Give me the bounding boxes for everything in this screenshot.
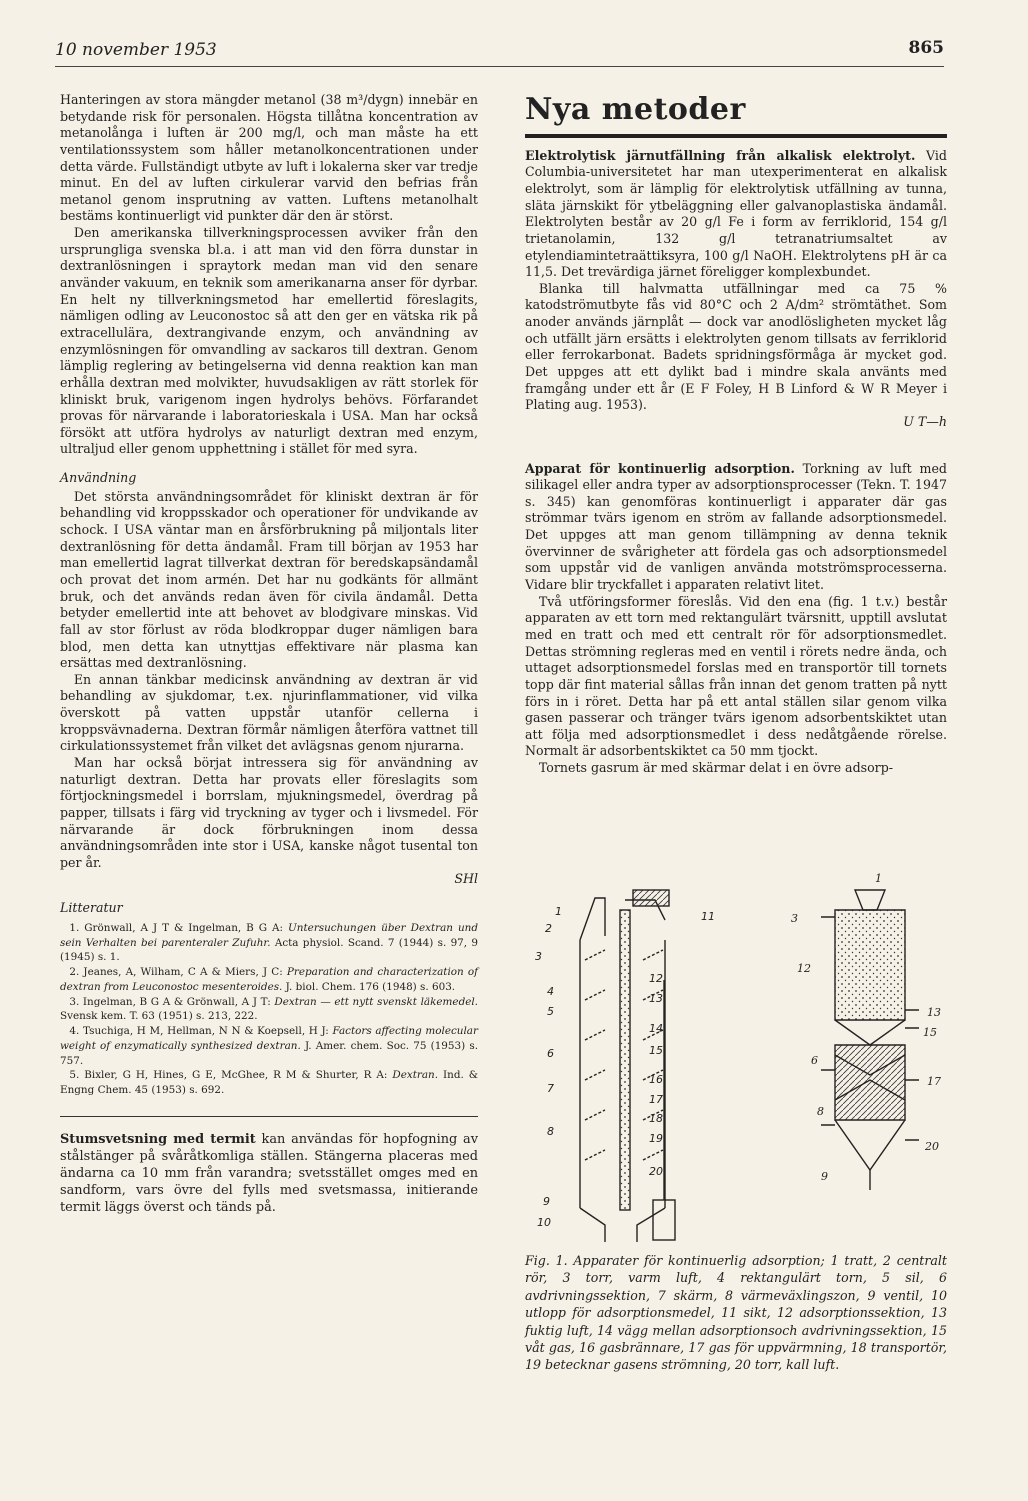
figure-label: 2: [545, 922, 552, 935]
section-title-rule: [525, 134, 947, 138]
left-apparatus: [580, 890, 675, 1242]
paragraph: Tornets gasrum är med skärmar delat i en övre adsorp-: [538, 760, 894, 776]
figure-label: 9: [543, 1195, 550, 1208]
figure-label: 12: [649, 972, 663, 985]
section-divider: [60, 1116, 478, 1117]
figure-label: 9: [821, 1170, 828, 1183]
stumsvetsning-article: Stumsvetsning med termit kan användas för hopfogning av stålstänger på svåråtkomliga ställen. Stängerna placeras med ändarna ca 10 mm från varandra; svetsstället omges med en sandform, vars övre del fylls med svetsmassa, initierande termit läggs överst och tänds på.: [60, 1131, 478, 1216]
figure-label: 6: [811, 1054, 818, 1067]
right-column: [525, 92, 947, 777]
paragraph: Två utföringsformer föreslås. Vid den ena (fig. 1 t.v.) består apparaten av ett torn med rektangulärt tvärsnitt, upptill avslutat med en tratt och med ett centralt rör för adsorptionsmedlet. Dettas strömning regleras med en ventil i rörets nedre ända, och uttaget adsorptionsmedel forslas med en transportör till tornets topp där fint material sållas från innan det genom tratten på nytt förs in i röret. Detta har på ett antal ställen silar genom vilka gasen passerar och tränger tvärs igenom adsorbentskiktet utan att följa med adsorptionsmedlet i dess nedåtgående rörelse. Normalt är adsorbentskiktet ca 50 mm tjockt.: [525, 593, 947, 759]
references: [60, 900, 478, 1098]
reference-item: 2. Jeanes, A, Wilham, C A & Miers, J C: Preparation and characterization of dextran from Leuconostoc mesenteroides. J. biol. Chem. 176 (1948) s. 603.: [60, 966, 479, 993]
reference-item: 1. Grönwall, A J T & Ingelman, B G A: Untersuchungen über Dextran und sein Verhalten bei parenteraler Zufuhr. Acta physiol. Scand. 7 (1944) s. 97, 9 (1945) s. 1.: [60, 921, 478, 964]
references-title: Litteratur: [60, 900, 123, 916]
figure-label: 7: [547, 1082, 554, 1095]
page-date: 10 november 1953: [55, 40, 217, 60]
adsorption-apparatus-figure: [525, 870, 947, 1250]
figure-label: 15: [649, 1044, 663, 1057]
figure-label: 16: [649, 1073, 663, 1086]
figure-label: 3: [791, 912, 798, 925]
reference-item: 3. Ingelman, B G A & Grönwall, A J T: Dextran — ett nytt svenskt läkemedel. Svensk kem. T. 63 (1951) s. 213, 222.: [60, 995, 478, 1023]
figure-label: 8: [817, 1105, 824, 1118]
figure-label: 1: [555, 905, 562, 918]
paragraph: Den amerikanska tillverkningsprocessen avviker från den ursprungliga svenska bl.a. i att man vid den förra dunstar in dextranlösningen i spraytork medan man vid den senare använder vakuum, en teknik som amerikanarna anser för dyrbar. En helt ny tillverkningsmetod har emellertid föreslagits, nämligen odling av Leuconostoc så att den ger en vätska rik på extracellulära, dextrangivande enzym, och användning av enzymlösningen för omvandling av sackaros till dextran. Genom lämplig reglering av betingelserna vid denna reaktion kan man erhålla dextran med molvikter, huvudsakligen av rätt storlek för kliniskt bruk, varigenom ingen hydrolys behövs. Förfarandet provas för närvarande i laboratorieskala i USA. Man har också försökt att utföra hydrolys av naturligt dextran med enzym, ultraljud eller genom upphettning i stället för med syra.: [60, 225, 478, 457]
figure-label: 12: [797, 962, 811, 975]
figure-label: 1: [875, 872, 882, 885]
figure-label: 19: [649, 1132, 663, 1145]
electrolytic-article: Elektrolytisk järnutfällning från alkalisk elektrolyt. Vid Columbia-universitetet har man utexperimenterat en alkalisk elektrolyt, som är lämplig för elektrolytisk utfällning av tunna, släta järnskikt för ytbeläggning eller galvanoplastiska ändamål. Elektrolyten består av 20 g/l Fe i form av ferriklorid, 154 g/l trietanolamin, 132 g/l tetranatriumsaltet av etylendiamintetraättiksyra, 100 g/l NaOH. Elektrolytens pH är ca 11,5. Det trevärdiga järnet föreligger komplexbundet.: [525, 147, 947, 280]
section-title: Nya metoder: [525, 92, 746, 127]
reference-item: 4. Tsuchiga, H M, Hellman, N N & Koepsell, H J: Factors affecting molecular weight of enzymatically synthesized dextran. J. Amer. chem. Soc. 75 (1953) s. 757.: [60, 1025, 478, 1067]
figure-label: 14: [649, 1022, 663, 1035]
figure-label: 8: [547, 1125, 554, 1138]
figure-label: 10: [537, 1216, 551, 1229]
page-number: 865: [908, 38, 944, 58]
right-apparatus: [821, 890, 919, 1190]
paragraph: Hanteringen av stora mängder metanol (38 m³/dygn) innebär en betydande risk för personalen. Högsta tillåtna koncentration av metanolånga i luften är 200 mg/l, och man måste ha ett ventilationssystem som håller metanolkoncentrationen under detta värde. Fullständigt utbyte av luft i lokalerna sker var tredje minut. En del av luften cirkulerar varvid den befrias från metanol genom insprutning av vatten. Luftens metanolhalt bestäms kontinuerligt vid punkter där den är störst.: [60, 92, 479, 224]
paragraph: En annan tänkbar medicinsk användning av dextran är vid behandling av sjukdomar, t.ex. njurinflammationer, vid vilka överskott på vatten uppstår utanför cellerna i kroppsvävnaderna. Dextran förmår nämligen återföra vattnet till cirkulationssystemet från vilket det avlägsnas genom njurarna.: [60, 671, 478, 754]
header-rule: [55, 66, 944, 67]
spacer: [525, 431, 947, 461]
paragraph: Det största användningsområdet för kliniskt dextran är för behandling vid kroppsskador och operationer för undvikande av schock. I USA väntar man en årsförbrukning på miljontals liter dextranlösning för detta ändamål. Fram till början av 1953 har man emellertid lagrat tillverkat dextran för beredskapsändamål och provat det inom armén. Det har nu godkänts för allmänt bruk, och det används redan även för civila ändamål. Detta betyder emellertid inte att behovet av blodgivare minskas. Vid fall av stor förlust av röda blodkroppar duger nämligen bara blod, men detta kan utnyttjas effektivare när plasma kan ersättas med dextranlösning.: [60, 488, 478, 671]
subheading-anvandning: Användning: [60, 470, 137, 486]
figure-caption: Fig. 1. Apparater för kontinuerlig adsorption; 1 tratt, 2 centralt rör, 3 torr, varm luft, 4 rektangulärt torn, 5 sil, 6 avdrivningssektion, 7 skärm, 8 värmeväxlingszon, 9 ventil, 10 utlopp för adsorptionsmedel, 11 sikt, 12 adsorptionssektion, 13 fuktig luft, 14 vägg mellan adsorptionsoch avdrivningssektion, 15 våt gas, 16 gasbrännare, 17 gas för uppvärmning, 18 transportör, 19 betecknar gasens strömning, 20 torr, kall luft.: [525, 1253, 947, 1373]
reference-item: 5. Bixler, G H, Hines, G E, McGhee, R M & Shurter, R A: Dextran. Ind. & Engng Chem. 45 (1953) s. 692.: [60, 1069, 478, 1097]
figure-label: 5: [547, 1005, 554, 1018]
figure-label: 6: [547, 1047, 554, 1060]
figure-label: 4: [547, 985, 554, 998]
author-signature: U T—h: [903, 413, 947, 429]
left-column: [60, 92, 478, 1216]
figure-label: 20: [649, 1165, 663, 1178]
paragraph: Blanka till halvmatta utfällningar med ca 75 % katodströmutbyte fås vid 80°C och 2 A/dm² strömtäthet. Som anoder används järnplåt — dock var anodlösligheten mycket låg och utfällt järn ersätts i elektrolyten genom tillsats av ferriklorid eller ferrokarbonat. Badets spridningsförmåga är mycket god. Det uppges att ett dylikt bad i mindre skala använts med framgång under ett år (E F Foley, H B Linford & W R Meyer i Plating aug. 1953).: [525, 280, 947, 413]
adsorption-article: Apparat för kontinuerlig adsorption. Torkning av luft med silikagel eller andra typer av adsorptionsprocesser (Tekn. T. 1947 s. 345) kan genomföras kontinuerligt i apparater där gas strömmar tvärs igenom en ström av fallande adsorptionsmedel. Det uppges att man genom tillämpning av denna teknik övervinner de svårigheter att fördela gas och adsorptionsmedel som uppstår vid de vanligen använda motströmsprocesserna. Vidare blir tryckfallet i apparaten relativt litet.: [525, 460, 947, 593]
figure-label: 11: [701, 910, 715, 923]
figure-label: 13: [927, 1006, 941, 1019]
figure-label: 13: [649, 992, 663, 1005]
figure-label: 15: [923, 1026, 937, 1039]
author-signature: SHl: [454, 871, 478, 887]
figure-label: 3: [535, 950, 542, 963]
figure-label: 17: [927, 1075, 941, 1088]
figure-label: 17: [649, 1093, 663, 1106]
paragraph: Man har också börjat intressera sig för användning av naturligt dextran. Detta har provats eller föreslagits som förtjockningsmedel i borrslam, mjukningsmedel, överdrag på papper, tillsats i färg vid tryckning av tyger och i livsmedel. För närvarande är dock förbrukningen inom dessa användningsområden inte stor i USA, kanske något tusental ton per år.: [60, 754, 478, 870]
figure-label: 20: [925, 1140, 939, 1153]
figure-label: 18: [649, 1112, 663, 1125]
